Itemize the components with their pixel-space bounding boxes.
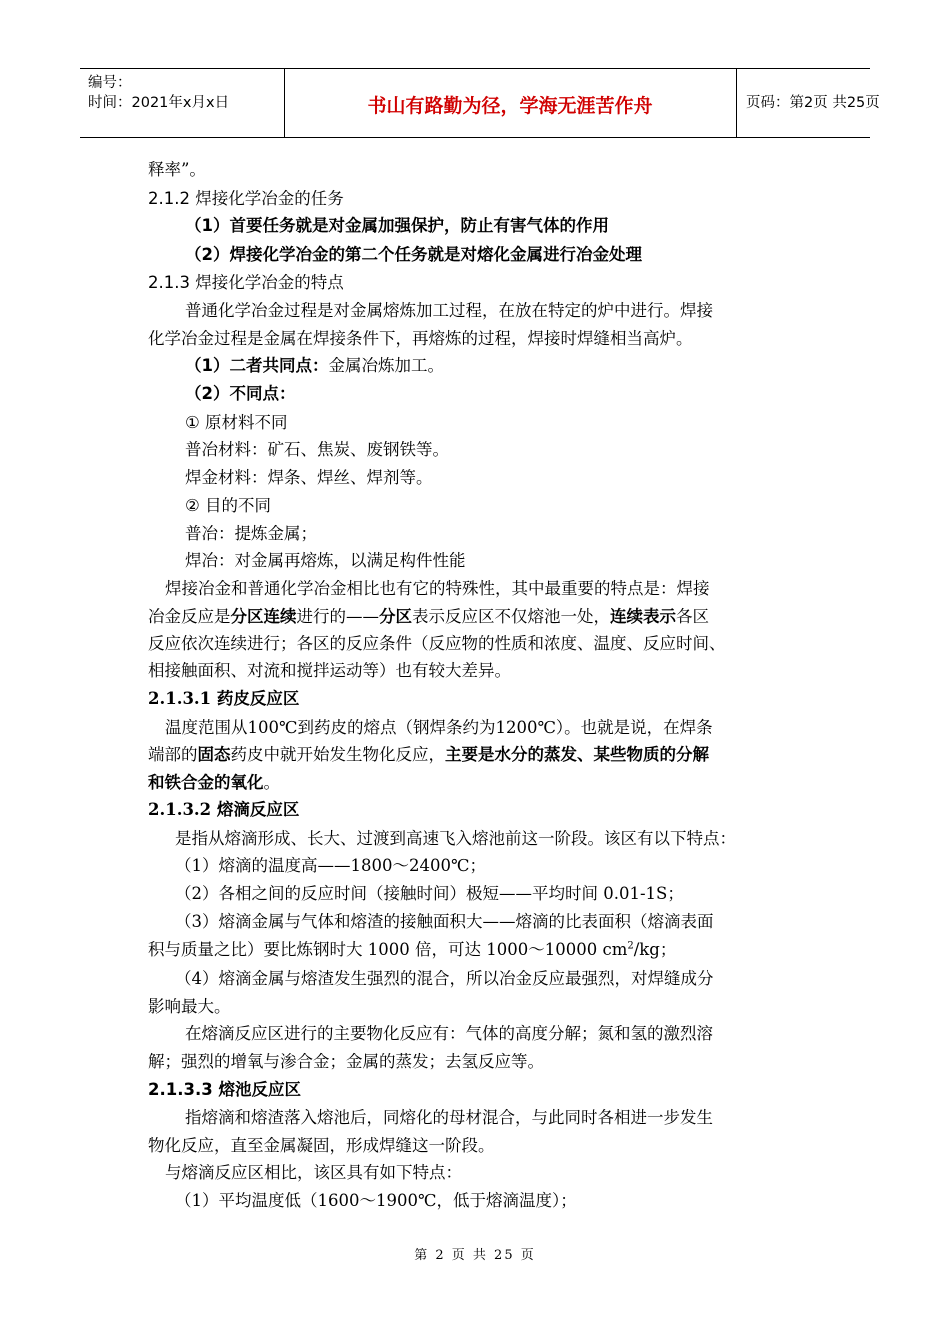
section-heading: 2.1.3.3 熔池反应区 bbox=[148, 1080, 301, 1099]
bold-label: （1）二者共同点： bbox=[185, 356, 329, 375]
text-span: 金属冶炼加工。 bbox=[328, 356, 444, 375]
text-line bbox=[148, 742, 709, 768]
section-heading: 2.1.3 焊接化学冶金的特点 bbox=[148, 273, 344, 292]
header-motto-cell bbox=[284, 69, 737, 137]
bold-span: 分区连续 bbox=[230, 607, 297, 626]
page-header bbox=[80, 68, 880, 138]
text-line: 影响最大。 bbox=[148, 997, 231, 1016]
section-heading: 2.1.3.1 药皮反应区 bbox=[148, 689, 300, 708]
text-span: 各区 bbox=[676, 607, 709, 626]
section-heading: 2.1.2 焊接化学冶金的任务 bbox=[148, 189, 344, 208]
text-line: 焊金材料：焊条、焊丝、焊剂等。 bbox=[185, 468, 433, 487]
bold-span: 主要是水分的蒸发、某些物质的分解 bbox=[445, 745, 709, 764]
bold-span: 分区 bbox=[379, 607, 412, 626]
text-line: 在熔滴反应区进行的主要物化反应有：气体的高度分解；氮和氢的激烈溶 bbox=[185, 1024, 713, 1043]
text-line bbox=[148, 604, 709, 630]
header-page-cell bbox=[736, 69, 880, 137]
text-span: 进行的—— bbox=[296, 607, 379, 626]
text-line bbox=[185, 353, 444, 379]
text-span: 表示反应区不仅熔池一处， bbox=[412, 607, 610, 626]
text-line: 焊接冶金和普通化学冶金相比也有它的特殊性，其中最重要的特点是：焊接 bbox=[165, 579, 710, 598]
section-heading: 2.1.3.2 熔滴反应区 bbox=[148, 800, 300, 819]
superscript: 2 bbox=[627, 940, 634, 952]
text-line: 普通化学冶金过程是对金属熔炼加工过程，在放在特定的炉中进行。焊接 bbox=[185, 301, 713, 320]
text-line: 指熔滴和熔渣落入熔池后，同熔化的母材混合，与此同时各相进一步发生 bbox=[185, 1108, 713, 1127]
text-line: 普冶材料：矿石、焦炭、废钢铁等。 bbox=[185, 440, 449, 459]
text-line: 化学冶金过程是金属在焊接条件下，再熔炼的过程，焊接时焊缝相当高炉。 bbox=[148, 329, 693, 348]
text-span: 冶金反应是 bbox=[148, 607, 231, 626]
date-label: 时间：2021年x月x日 bbox=[88, 95, 230, 111]
text-line bbox=[148, 770, 280, 796]
text-span: /kg； bbox=[633, 940, 677, 959]
text-line: 释率”。 bbox=[148, 160, 206, 179]
text-line: ① 原材料不同 bbox=[185, 413, 288, 432]
text-line: ② 目的不同 bbox=[185, 496, 272, 515]
text-span: 。 bbox=[263, 773, 280, 792]
text-line: 是指从熔滴形成、长大、过渡到高速飞入熔池前这一阶段。该区有以下特点： bbox=[175, 829, 736, 848]
text-line: 焊冶：对金属再熔炼，以满足构件性能 bbox=[185, 551, 466, 570]
text-line: 解；强烈的增氧与渗合金；金属的蒸发；去氢反应等。 bbox=[148, 1052, 544, 1071]
text-line: 物化反应，直至金属凝固，形成焊缝这一阶段。 bbox=[148, 1136, 495, 1155]
text-span: 药皮中就开始发生物化反应， bbox=[230, 745, 445, 764]
bold-span: 和铁合金的氧化 bbox=[148, 773, 264, 792]
text-line: （3）熔滴金属与气体和熔渣的接触面积大——熔滴的比表面积（熔滴表面 bbox=[175, 912, 714, 931]
text-line: 普冶：提炼金属； bbox=[185, 524, 317, 543]
motto-text: 书山有路勤为径，学海无涯苦作舟 bbox=[367, 95, 653, 117]
header-meta-cell bbox=[80, 69, 285, 137]
text-line: （2）不同点： bbox=[185, 384, 296, 403]
text-line: （2）焊接化学冶金的第二个任务就是对熔化金属进行冶金处理 bbox=[185, 245, 642, 264]
text-line bbox=[148, 937, 676, 963]
page-footer: 第 2 页 共 25 页 bbox=[414, 1248, 536, 1263]
code-label: 编号： bbox=[88, 75, 132, 91]
text-line: （1）平均温度低（1600～1900℃，低于熔滴温度）； bbox=[175, 1191, 577, 1210]
text-line: 相接触面积、对流和搅拌运动等）也有较大差异。 bbox=[148, 661, 511, 680]
text-line: （1）熔滴的温度高——1800～2400℃； bbox=[175, 856, 486, 875]
bold-span: 连续表示 bbox=[610, 607, 676, 626]
text-line: 反应依次连续进行；各区的反应条件（反应物的性质和浓度、温度、反应时间、 bbox=[148, 634, 726, 653]
page-info: 页码：第2页 共25页 bbox=[746, 95, 880, 111]
text-line: （4）熔滴金属与熔渣发生强烈的混合，所以冶金反应最强烈，对焊缝成分 bbox=[175, 969, 714, 988]
bold-span: 固态 bbox=[197, 745, 231, 764]
text-line: （1）首要任务就是对金属加强保护，防止有害气体的作用 bbox=[185, 216, 609, 235]
text-line: 温度范围从100℃到药皮的熔点（钢焊条约为1200℃）。也就是说，在焊条 bbox=[165, 718, 713, 737]
text-line: 与熔滴反应区相比，该区具有如下特点： bbox=[165, 1163, 462, 1182]
text-line: （2）各相之间的反应时间（接触时间）极短——平均时间 0.01-1S； bbox=[175, 884, 684, 903]
text-span: 端部的 bbox=[148, 745, 198, 764]
text-span: 积与质量之比）要比炼钢时大 1000 倍，可达 1000～10000 cm bbox=[148, 940, 628, 959]
